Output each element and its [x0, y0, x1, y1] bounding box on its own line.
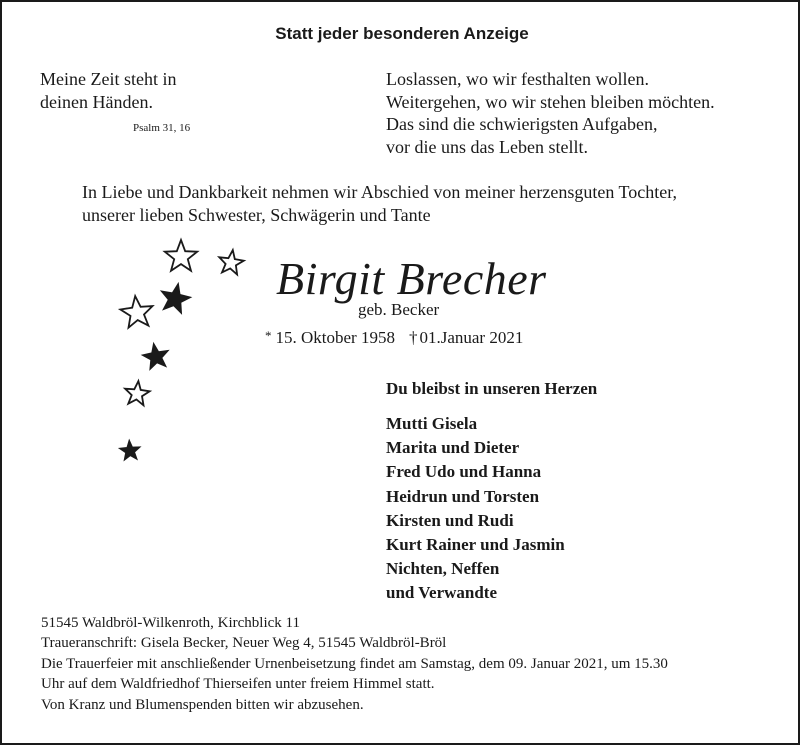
remembrance-line: Du bleibst in unseren Herzen	[386, 379, 598, 398]
ceremony-info: Die Trauerfeier mit anschließender Urnenbeisetzung findet am Samstag, dem 09. Januar 2021, um 15.30	[41, 655, 668, 672]
death-symbol: †	[408, 328, 418, 347]
star-icon	[120, 296, 152, 328]
poem-line: Loslassen, wo wir festhalten wollen.	[386, 69, 649, 89]
mourner: Kirsten und Rudi	[386, 510, 514, 530]
star-icon	[165, 240, 197, 271]
intro-line: In Liebe und Dankbarkeit nehmen wir Abschied von meiner herzensguten Tochter,	[82, 182, 677, 202]
mourner: Mutti Gisela	[386, 414, 478, 433]
star-icon	[119, 440, 140, 460]
birth-name: geb. Becker	[358, 300, 440, 319]
flower-request: Von Kranz und Blumenspenden bitten wir abzusehen.	[41, 696, 364, 713]
mourner: Marita und Dieter	[386, 438, 520, 458]
mourning-address: Traueranschrift: Gisela Becker, Neuer Weg 4, 51545 Waldbröl-Bröl	[41, 635, 447, 652]
star-icon	[161, 283, 191, 313]
star-icon	[219, 250, 244, 274]
deceased-name: Birgit Brecher	[276, 253, 547, 304]
poem	[386, 68, 715, 158]
bible-quote-line: Meine Zeit steht in	[40, 69, 177, 89]
bible-quote-line: deinen Händen.	[40, 91, 153, 112]
ceremony-info: Uhr auf dem Waldfriedhof Thierseifen unter freiem Himmel statt.	[41, 676, 435, 693]
star-decoration	[2, 2, 262, 482]
birth-symbol: *	[265, 328, 272, 343]
mourner: Heidrun und Torsten	[386, 486, 540, 506]
mourners-list	[386, 412, 565, 606]
poem-line: Das sind die schwierigsten Aufgaben,	[386, 114, 658, 134]
birth-date: 15. Oktober 1958	[275, 328, 395, 347]
star-icon	[125, 381, 150, 405]
mourner: Nichten, Neffen	[386, 559, 500, 579]
intro-line: unserer lieben Schwester, Schwägerin und Tante	[82, 204, 431, 225]
footer-info	[41, 613, 668, 715]
death-date: 01.Januar 2021	[419, 328, 524, 347]
star-icon	[142, 343, 168, 369]
poem-line: vor die uns das Leben stellt.	[386, 136, 588, 157]
notice-header: Statt jeder besonderen Anzeige	[275, 24, 529, 43]
mourner: Kurt Rainer und Jasmin	[386, 535, 565, 555]
psalm-reference: Psalm 31, 16	[133, 122, 191, 134]
address-line: 51545 Waldbröl-Wilkenroth, Kirchblick 11	[41, 615, 300, 631]
poem-line: Weitergehen, wo wir stehen bleiben möchten.	[386, 91, 715, 112]
mourner: Fred Udo und Hanna	[386, 462, 542, 482]
mourner: und Verwandte	[386, 583, 498, 603]
life-dates	[265, 328, 523, 348]
